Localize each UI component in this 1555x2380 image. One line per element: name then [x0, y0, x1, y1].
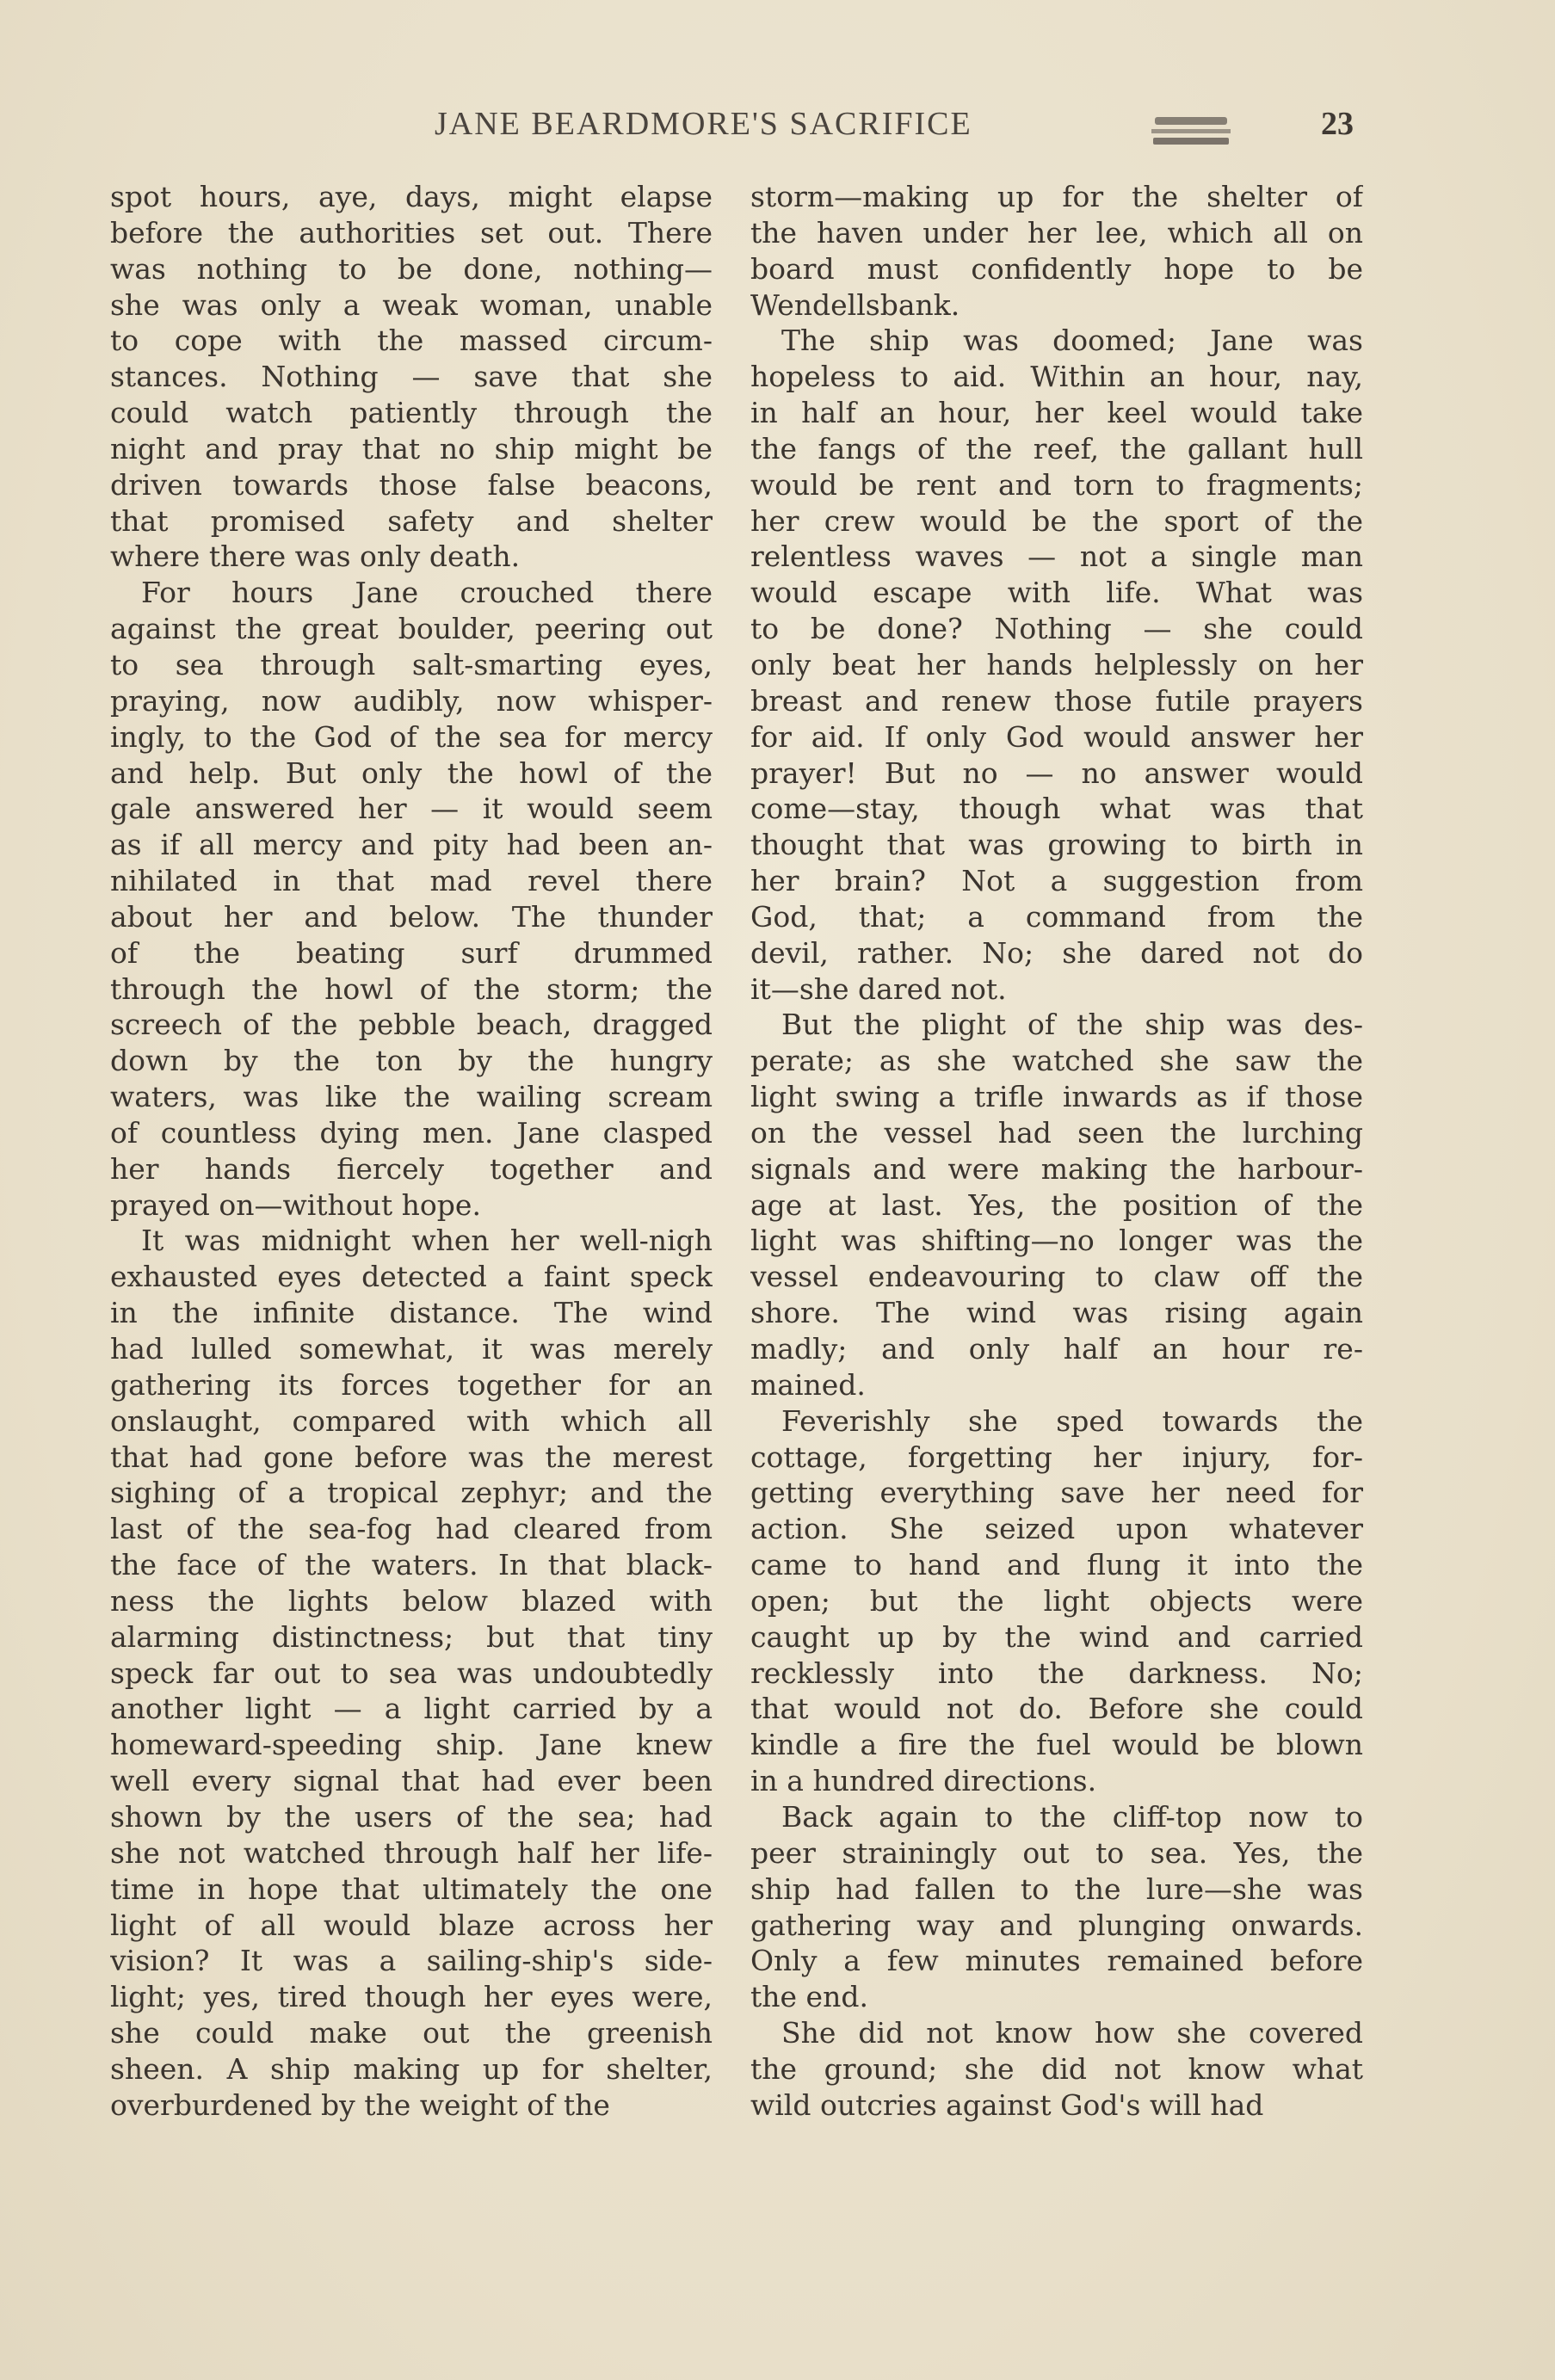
text-line: cottage, forgetting her injury, for-	[750, 1440, 1363, 1474]
text-line: ingly, to the God of the sea for mercy	[110, 719, 713, 754]
text-line: that had gone before was the merest	[110, 1440, 713, 1474]
right-column	[750, 179, 1363, 2124]
text-line: in half an hour, her keel would take	[750, 396, 1363, 430]
text-line: praying, now audibly, now whisper-	[110, 683, 713, 718]
text-line: screech of the pebble beach, dragged	[110, 1008, 713, 1042]
text-line: came to hand and flung it into the	[750, 1548, 1363, 1582]
text-line: to be done? Nothing — she could	[750, 612, 1363, 646]
text-line: only beat her hands helplessly on her	[750, 647, 1363, 681]
text-line: But the plight of the ship was des-	[781, 1008, 1363, 1042]
text-line: night and pray that no ship might be	[110, 431, 713, 466]
text-line: light swing a trifle inwards as if those	[750, 1080, 1363, 1114]
text-line: where there was only death.	[110, 540, 521, 574]
text-line: getting everything save her need for	[750, 1476, 1363, 1510]
text-line: her crew would be the sport of the	[750, 503, 1363, 538]
text-line: gathering way and plunging onwards.	[750, 1908, 1363, 1942]
text-line: sighing of a tropical zephyr; and the	[110, 1476, 713, 1510]
text-line: she not watched through half her life-	[110, 1835, 713, 1870]
text-line: mained.	[750, 1367, 866, 1402]
text-line: as if all mercy and pity had been an-	[110, 828, 713, 862]
text-line: driven towards those false beacons,	[110, 467, 713, 502]
text-line: shore. The wind was rising again	[750, 1296, 1363, 1330]
text-line: homeward-speeding ship. Jane knew	[110, 1728, 713, 1762]
text-line: overburdened by the weight of the	[110, 2087, 610, 2122]
text-line: could watch patiently through the	[110, 396, 713, 430]
text-line: caught up by the wind and carried	[750, 1619, 1363, 1654]
text-line: signals and were making the harbour-	[750, 1151, 1363, 1186]
text-line: through the howl of the storm; the	[110, 971, 713, 1006]
text-line: God, that; a command from the	[750, 899, 1363, 934]
text-line: peer strainingly out to sea. Yes, the	[750, 1835, 1363, 1870]
text-line: action. She seized upon whatever	[750, 1512, 1363, 1546]
text-line: ness the lights below blazed with	[110, 1583, 713, 1618]
text-line: would be rent and torn to fragments;	[750, 467, 1363, 502]
text-line: in a hundred directions.	[750, 1764, 1097, 1798]
text-line: her brain? Not a suggestion from	[750, 864, 1363, 898]
text-line: Back again to the cliff-top now to	[781, 1799, 1363, 1834]
text-line: the ground; she did not know what	[750, 2051, 1363, 2086]
text-line: gathering its forces together for an	[110, 1367, 713, 1402]
text-line: she was only a weak woman, unable	[110, 287, 713, 322]
ornament-icon	[1151, 117, 1231, 146]
running-header	[0, 105, 1555, 157]
text-line: madly; and only half an hour re-	[750, 1332, 1363, 1366]
text-line: She did not know how she covered	[781, 2016, 1363, 2050]
text-line: sheen. A ship making up for shelter,	[110, 2051, 713, 2086]
text-line: board must confidently hope to be	[750, 251, 1363, 286]
text-line: Wendellsbank.	[750, 287, 960, 322]
text-line: well every signal that had ever been	[110, 1764, 713, 1798]
text-line: of countless dying men. Jane clasped	[110, 1115, 713, 1150]
text-line: shown by the users of the sea; had	[110, 1799, 713, 1834]
text-line: prayed on—without hope.	[110, 1187, 481, 1222]
text-line: nihilated in that mad revel there	[110, 864, 713, 898]
text-line: onslaught, compared with which all	[110, 1403, 713, 1438]
text-line: wild outcries against God's will had	[750, 2087, 1264, 2122]
page-number: 23	[1321, 106, 1354, 142]
text-line: her hands fiercely together and	[110, 1151, 713, 1186]
text-line: stances. Nothing — save that she	[110, 360, 713, 394]
text-line: would escape with life. What was	[750, 576, 1363, 610]
text-line: another light — a light carried by a	[110, 1692, 713, 1726]
text-line: Feverishly she sped towards the	[781, 1403, 1363, 1438]
text-line: time in hope that ultimately the one	[110, 1871, 713, 1906]
text-line: come—stay, though what was that	[750, 792, 1363, 826]
text-line: before the authorities set out. There	[110, 215, 713, 250]
text-line: light of all would blaze across her	[110, 1908, 713, 1942]
text-line: the fangs of the reef, the gallant hull	[750, 431, 1363, 466]
text-line: prayer! But no — no answer would	[750, 755, 1363, 790]
text-line: that promised safety and shelter	[110, 503, 713, 538]
text-line: gale answered her — it would seem	[110, 792, 713, 826]
text-line: and help. But only the howl of the	[110, 755, 713, 790]
text-line: to sea through salt-smarting eyes,	[110, 647, 713, 681]
text-line: hopeless to aid. Within an hour, nay,	[750, 360, 1363, 394]
text-line: alarming distinctness; but that tiny	[110, 1619, 713, 1654]
text-line: light was shifting—no longer was the	[750, 1224, 1363, 1258]
text-line: vision? It was a sailing-ship's side-	[110, 1944, 713, 1978]
text-line: for aid. If only God would answer her	[750, 719, 1363, 754]
text-line: the haven under her lee, which all on	[750, 215, 1363, 250]
text-line: devil, rather. No; she dared not do	[750, 935, 1363, 970]
running-title: JANE BEARDMORE'S SACRIFICE	[435, 106, 972, 142]
text-line: waters, was like the wailing scream	[110, 1080, 713, 1114]
text-line: on the vessel had seen the lurching	[750, 1115, 1363, 1150]
text-line: Only a few minutes remained before	[750, 1944, 1363, 1978]
text-line: light; yes, tired though her eyes were,	[110, 1980, 713, 2014]
text-line: It was midnight when her well-nigh	[141, 1224, 713, 1258]
text-line: ship had fallen to the lure—she was	[750, 1871, 1363, 1906]
text-line: was nothing to be done, nothing—	[110, 251, 713, 286]
text-line: down by the ton by the hungry	[110, 1044, 713, 1078]
text-line: age at last. Yes, the position of the	[750, 1187, 1363, 1222]
text-line: the face of the waters. In that black-	[110, 1548, 713, 1582]
text-line: speck far out to sea was undoubtedly	[110, 1656, 713, 1690]
text-line: the end.	[750, 1980, 868, 2014]
text-line: last of the sea-fog had cleared from	[110, 1512, 713, 1546]
text-line: For hours Jane crouched there	[141, 576, 713, 610]
text-line: it—she dared not.	[750, 971, 1007, 1006]
text-line: storm—making up for the shelter of	[750, 180, 1363, 213]
text-line: in the infinite distance. The wind	[110, 1296, 713, 1330]
text-line: kindle a fire the fuel would be blown	[750, 1728, 1363, 1762]
text-line: about her and below. The thunder	[110, 899, 713, 934]
text-line: thought that was growing to birth in	[750, 828, 1363, 862]
text-line: to cope with the massed circum-	[110, 324, 713, 358]
text-line: of the beating surf drummed	[110, 935, 713, 970]
text-line: open; but the light objects were	[750, 1583, 1363, 1618]
text-line: against the great boulder, peering out	[110, 612, 713, 646]
text-line: relentless waves — not a single man	[750, 540, 1363, 574]
text-line: vessel endeavouring to claw off the	[750, 1260, 1363, 1294]
text-line: that would not do. Before she could	[750, 1692, 1363, 1726]
text-line: had lulled somewhat, it was merely	[110, 1332, 713, 1366]
left-column	[110, 179, 713, 2124]
text-line: spot hours, aye, days, might elapse	[110, 180, 713, 213]
text-line: recklessly into the darkness. No;	[750, 1656, 1363, 1690]
text-line: she could make out the greenish	[110, 2016, 713, 2050]
text-line: The ship was doomed; Jane was	[781, 324, 1363, 358]
text-line: breast and renew those futile prayers	[750, 683, 1363, 718]
text-line: exhausted eyes detected a faint speck	[110, 1260, 713, 1294]
text-line: perate; as she watched she saw the	[750, 1044, 1363, 1078]
